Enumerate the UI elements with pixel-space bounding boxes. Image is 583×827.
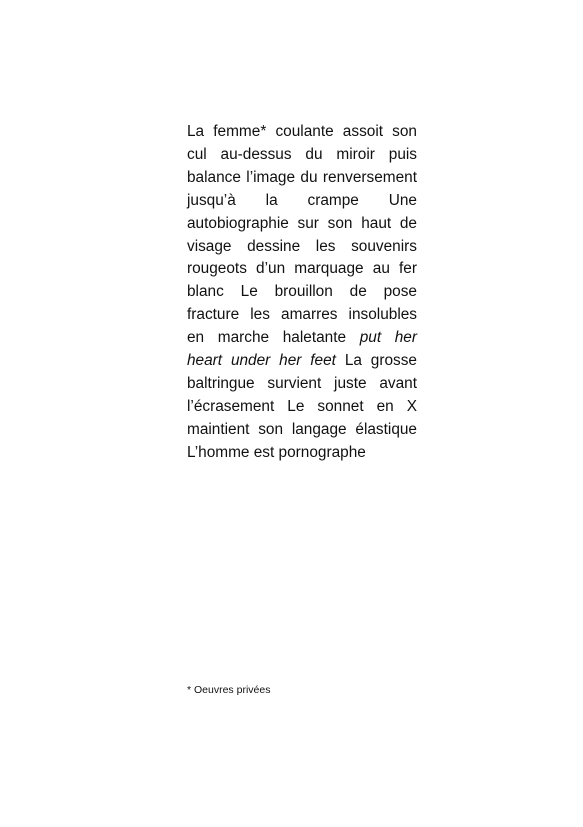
poem-text-part-2: La grosse baltringue survient juste avant l’écrasement Le sonnet en X maintient son langage élastique L’homme est pornographe — [187, 352, 417, 461]
poem-italic-phrase: put her heart under her feet — [187, 329, 417, 370]
poem-paragraph — [187, 121, 417, 465]
footnote: * Oeuvres privées — [187, 684, 271, 696]
poem-text-part-1: La femme* coulante assoit son cul au-dessus du miroir puis balance l’image du renversement jusqu’à la crampe Une autobiographie sur son haut de visage dessine les souvenirs rougeots d’un marquage au fer blanc Le brouillon de pose fracture les amarres insolubles en marche haletante — [187, 123, 417, 347]
